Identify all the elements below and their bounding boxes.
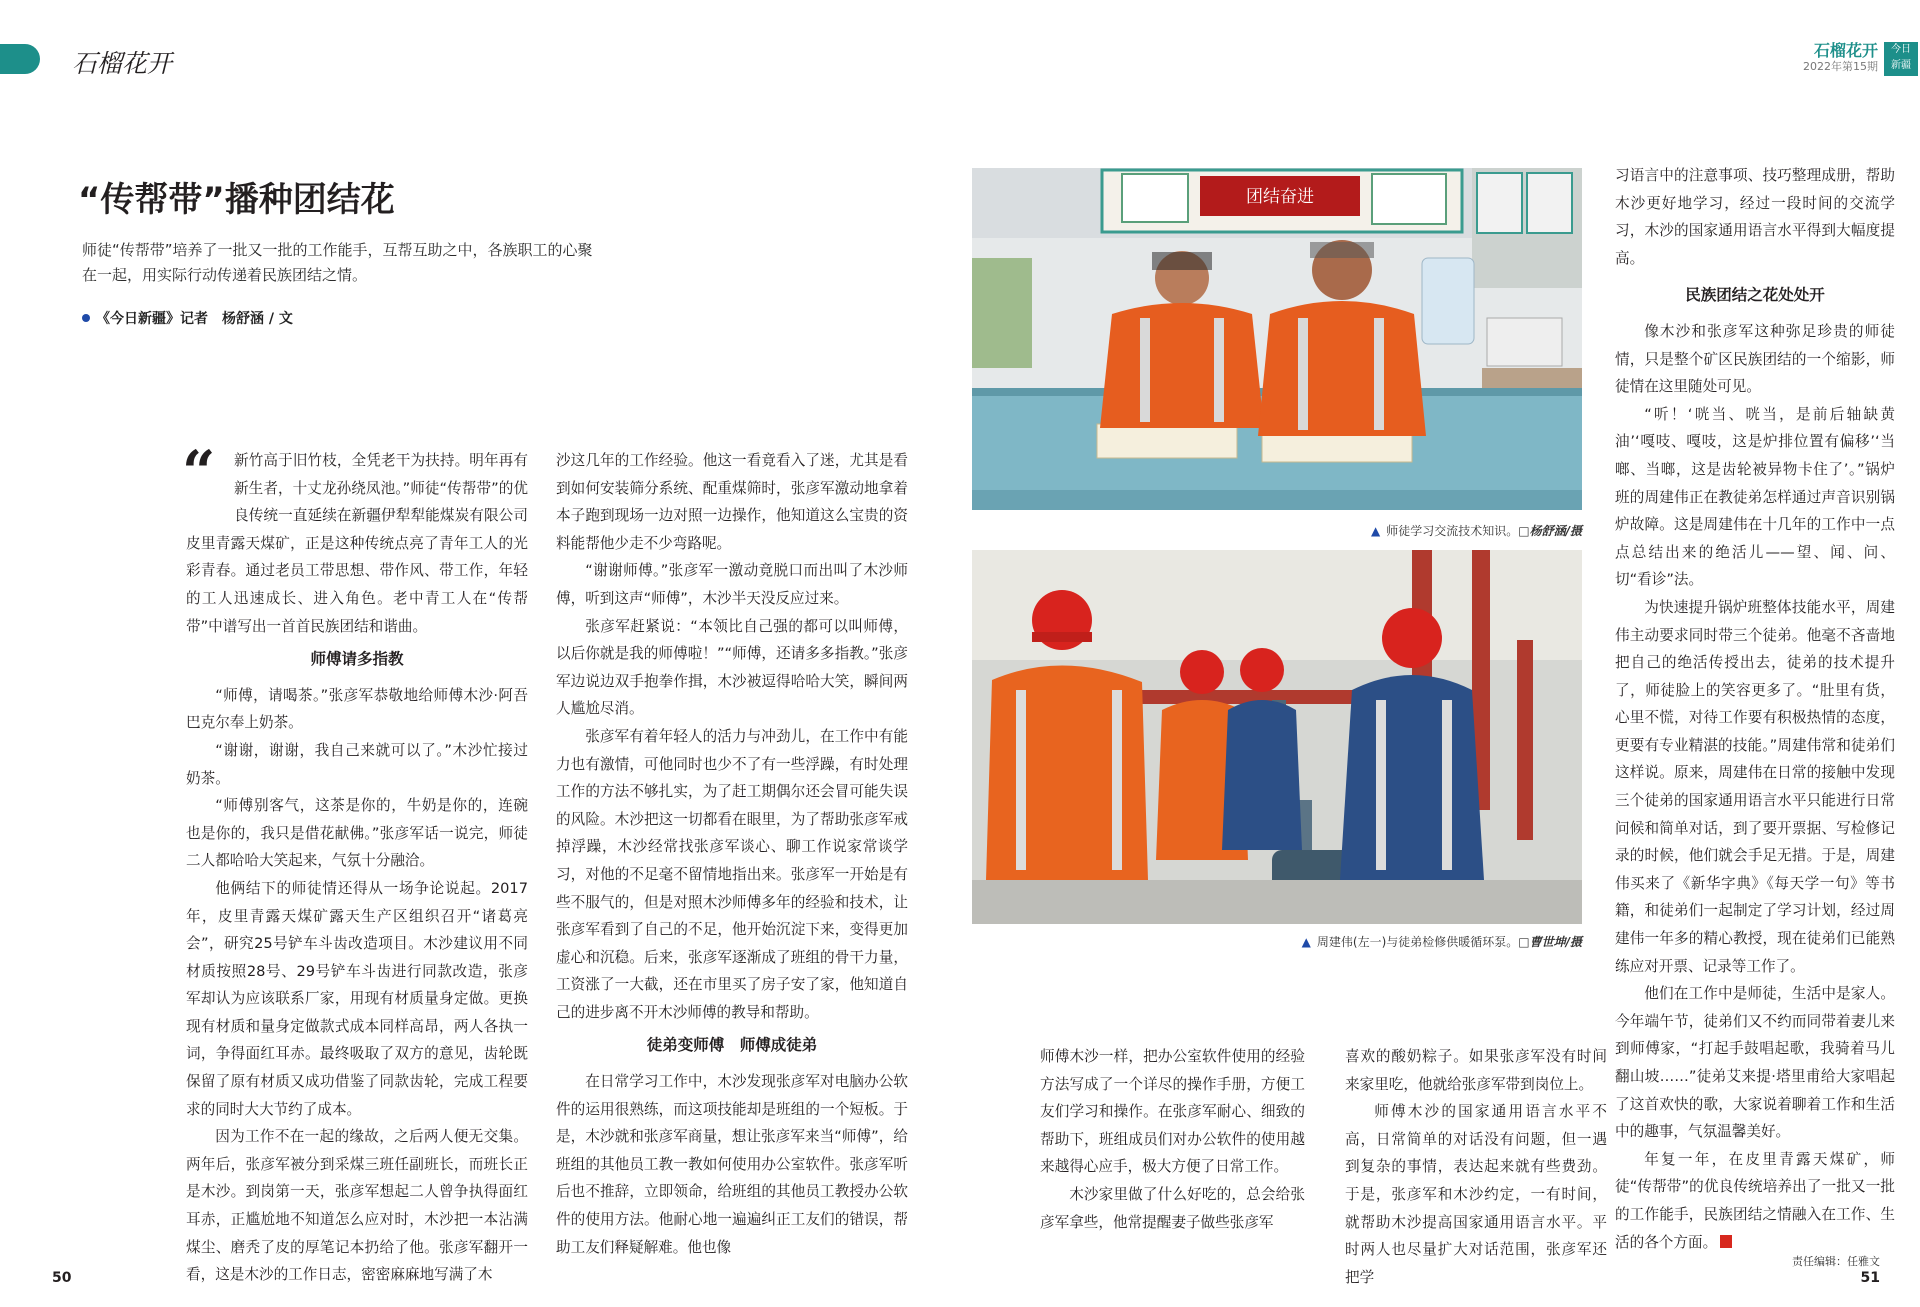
article-end-icon — [1720, 1235, 1732, 1248]
body-column-4 — [1345, 1043, 1607, 1291]
paragraph: 新竹高于旧竹枝，全凭老干为扶持。明年再有新生者，十丈龙孙绕凤池。”师徒“传帮带”的优良传统一直延续在新疆伊犁犁能煤炭有限公司皮里青露天煤矿，正是这种传统点亮了青年工人的光彩青春。通过老员工带思想、带作风、带工作，年轻的工人迅速成长、进入角色。老中青工人在“传帮带”中谱写出一首首民族团结和谐曲。 — [186, 452, 528, 635]
section-title-right: 石榴花开 — [1813, 41, 1878, 60]
article-title: “传帮带”播种团结花 — [78, 180, 395, 220]
paragraph: “谢谢师傅。”张彦军一激动竟脱口而出叫了木沙师傅，听到这声“师傅”，木沙半天没反应过来。 — [556, 562, 908, 607]
caption-triangle-icon: ▲ — [1301, 935, 1311, 949]
paragraph: 在日常学习工作中，木沙发现张彦军对电脑办公软件的运用很熟练，而这项技能却是班组的一个短板。于是，木沙就和张彦军商量，想让张彦军来当“师傅”，给班组的其他员工教一教如何使用办公室软件。张彦军听后也不推辞，立即领命，给班组的其他员工教授办公软件的使用方法。他耐心地一遍遍纠正工友们的错误，帮助工友们释疑解难。他也像 — [556, 1073, 908, 1256]
byline-dot-icon — [82, 314, 90, 322]
photo-caption-1 — [1371, 522, 1582, 539]
paragraph: 张彦军赶紧说：“本领比自己强的都可以叫师傅，以后你就是我的师傅啦！”“师傅，还请多多指教。”张彦军边说边双手抱拳作揖，木沙被逗得哈哈大笑，瞬间两人尴尬尽消。 — [556, 617, 908, 718]
final-paragraph-text: 年复一年，在皮里青露天煤矿，师徒“传帮带”的优良传统培养出了一批又一批的工作能手，民族团结之情融入在工作、生活的各个方面。 — [1615, 1150, 1895, 1251]
photo-pump-repair-drawing — [972, 550, 1582, 924]
paragraph: “听！‘咣当、咣当，是前后轴缺黄油’‘嘎吱、嘎吱，这是炉排位置有偏移’‘当啷、当啷，这是齿轮被异物卡住了’。”锅炉班的周建伟正在教徒弟怎样通过声音识别锅炉故障。这是周建伟在十几年的工作中一点点总结出来的绝活儿——望、闻、问、切“看诊”法。 — [1615, 405, 1895, 589]
paragraph: “谢谢，谢谢，我自己来就可以了。”木沙忙接过奶茶。 — [186, 741, 528, 787]
paragraph: “师傅别客气，这茶是你的，牛奶是你的，连碗也是你的，我只是借花献佛。”张彦军话一说完，师徒二人都哈哈大笑起来，气氛十分融洽。 — [186, 797, 528, 870]
subheading: 师傅请多指教 — [310, 650, 404, 669]
caption-text: 师徒学习交流技术知识。 — [1386, 524, 1519, 538]
editor-credit: 责任编辑：任雅文 — [1792, 1255, 1880, 1268]
caption-credit: □杨舒涵/摄 — [1518, 524, 1582, 538]
paragraph: 因为工作不在一起的缘故，之后两人便无交集。两年后，张彦军被分到采煤三班任副班长，而班长正是木沙。到岗第一天，张彦军想起二人曾争执得面红耳赤，正尴尬地不知道怎么应对时，木沙把一本沾满煤尘、磨秃了皮的厚笔记本扔给了他。张彦军翻开一看，这是木沙的工作日志，密密麻麻地写满了木 — [186, 1128, 528, 1284]
photo-study-session-drawing — [972, 168, 1582, 510]
paragraph: 张彦军有着年轻人的活力与冲劲儿，在工作中有能力也有激情，可他同时也少不了有一些浮躁，有时处理工作的方法不够扎实，为了赶工期偶尔还会冒可能失误的风险。木沙把这一切都看在眼里，为了帮助张彦军戒掉浮躁，木沙经常找张彦军谈心、聊工作说家常谈学习，对他的不足毫不留情地指出来。张彦军一开始是有些不服气的，但是对照木沙师傅多年的经验和技术，让张彦军看到了自己的不足，他开始沉淀下来，变得更加虚心和沉稳。后来，张彦军逐渐成了班组的骨干力量，工资涨了一大截，还在市里买了房子安了家，他知道自己的进步离不开木沙师傅的教导和帮助。 — [556, 727, 908, 1021]
subheading: 徒弟变师傅 师傅成徒弟 — [646, 1036, 818, 1055]
article-lede: 师徒“传帮带”培养了一批又一批的工作能手，互帮互助之中，各族职工的心聚在一起，用实际行动传递着民族团结之情。 — [82, 241, 593, 284]
paragraph: 他俩结下的师徒情还得从一场争论说起。2017年，皮里青露天煤矿露天生产区组织召开“诸葛亮会”，研究25号铲车斗齿改造项目。木沙建议用不同材质按照28号、29号铲车斗齿进行同款改造，张彦军却认为应该联系厂家，用现有材质量身定做。更换现有材质和量身定做款式成本同样高昂，两人各执一词，争得面红耳赤。最终吸取了双方的意见，齿轮既保留了原有材质又成功借鉴了同款齿轮，完成工程要求的同时大大节约了成本。 — [186, 879, 528, 1118]
photo-pump-repair — [972, 550, 1582, 924]
section-header-right — [1803, 42, 1878, 74]
photo-caption-2 — [1302, 933, 1582, 950]
byline — [82, 308, 293, 328]
paragraph: 为快速提升锅炉班整体技能水平，周建伟主动要求同时带三个徒弟。他毫不吝啬地把自己的绝活传授出去，徒弟的技术提升了，师徒脸上的笑容更多了。“肚里有货，心里不慌，对待工作要有积极热情的态度，更要有专业精湛的技能。”周建伟常和徒弟们这样说。原来，周建伟在日常的接触中发现三个徒弟的国家通用语言水平只能进行日常问候和简单对话，到了要开票据、写检修记录的时候，他们就会手足无措。于是，周建伟买来了《新华字典》《每天学一句》等书籍，和徒弟们一起制定了学习计划，经过周建伟一年多的精心教授，现在徒弟们已能熟练应对开票、记录等工作了。 — [1615, 598, 1895, 975]
body-column-1 — [186, 447, 528, 1289]
paragraph: 习语言中的注意事项、技巧整理成册，帮助木沙更好地学习，经过一段时间的交流学习，木沙的国家通用语言水平得到大幅度提高。 — [1615, 167, 1895, 267]
photo-study-session — [972, 168, 1582, 510]
issue-number: 2022年第15期 — [1803, 60, 1878, 73]
caption-triangle-icon: ▲ — [1371, 524, 1381, 538]
paragraph-final — [1615, 1146, 1895, 1256]
badge-line-1: 今日 — [1891, 44, 1911, 55]
byline-text: 《今日新疆》记者 杨舒涵 / 文 — [96, 311, 293, 327]
body-column-5 — [1615, 162, 1895, 1256]
paragraph: “师傅，请喝茶。”张彦军恭敬地给师傅木沙·阿吾巴克尔奉上奶茶。 — [186, 686, 528, 732]
caption-text: 周建伟(左一)与徒弟检修供暖循环泵。 — [1316, 935, 1519, 949]
caption-credit: □曹世坤/摄 — [1518, 935, 1582, 949]
quote-mark-icon: “ — [182, 438, 216, 506]
body-column-3 — [1040, 1043, 1305, 1236]
paragraph: 他们在工作中是师徒，生活中是家人。今年端午节，徒弟们又不约而同带着妻儿来到师傅家，“打起手鼓唱起歌，我骑着马儿翻山坡……”徒弟艾来提·塔里甫给大家唱起了这首欢快的歌，大家说着聊着工作和生活中的趣事，气氛温馨美好。 — [1615, 985, 1895, 1141]
paragraph: 沙这几年的工作经验。他这一看竟看入了迷，尤其是看到如何安装筛分系统、配重煤筛时，张彦军激动地拿着本子跑到现场一边对照一边操作，他知道这么宝贵的资料能帮他少走不少弯路呢。 — [556, 452, 908, 552]
badge-line-2: 新疆 — [1891, 60, 1911, 71]
paragraph: 木沙家里做了什么好吃的，总会给张彦军拿些，他常提醒妻子做些张彦军 — [1040, 1185, 1305, 1231]
section-tab — [0, 44, 40, 74]
quote-mark-spacer — [186, 447, 234, 525]
paragraph: 像木沙和张彦军这种弥足珍贵的师徒情，只是整个矿区民族团结的一个缩影，师徒情在这里随处可见。 — [1615, 322, 1895, 396]
section-title-left: 石榴花开 — [72, 49, 173, 78]
paragraph: 师傅木沙一样，把办公室软件使用的经验方法写成了一个详尽的操作手册，方便工友们学习和操作。在张彦军耐心、细致的帮助下，班组成员们对办公软件的使用越来越得心应手，极大方便了日常工作。 — [1040, 1048, 1305, 1176]
page-number-left: 50 — [52, 1270, 72, 1286]
page-number-right: 51 — [1860, 1270, 1880, 1286]
magazine-logo-badge — [1884, 42, 1918, 76]
paragraph: 喜欢的酸奶粽子。如果张彦军没有时间来家里吃，他就给张彦军带到岗位上。 — [1345, 1048, 1607, 1093]
body-column-2 — [556, 447, 908, 1261]
subheading: 民族团结之花处处开 — [1685, 286, 1825, 305]
paragraph: 师傅木沙的国家通用语言水平不高，日常简单的对话没有问题，但一遇到复杂的事情，表达起来就有些费劲。于是，张彦军和木沙约定，一有时间，就帮助木沙提高国家通用语言水平。平时两人也尽量扩大对话范围，张彦军还把学 — [1345, 1103, 1607, 1286]
board-banner-text: 团结奋进 — [1246, 187, 1314, 207]
